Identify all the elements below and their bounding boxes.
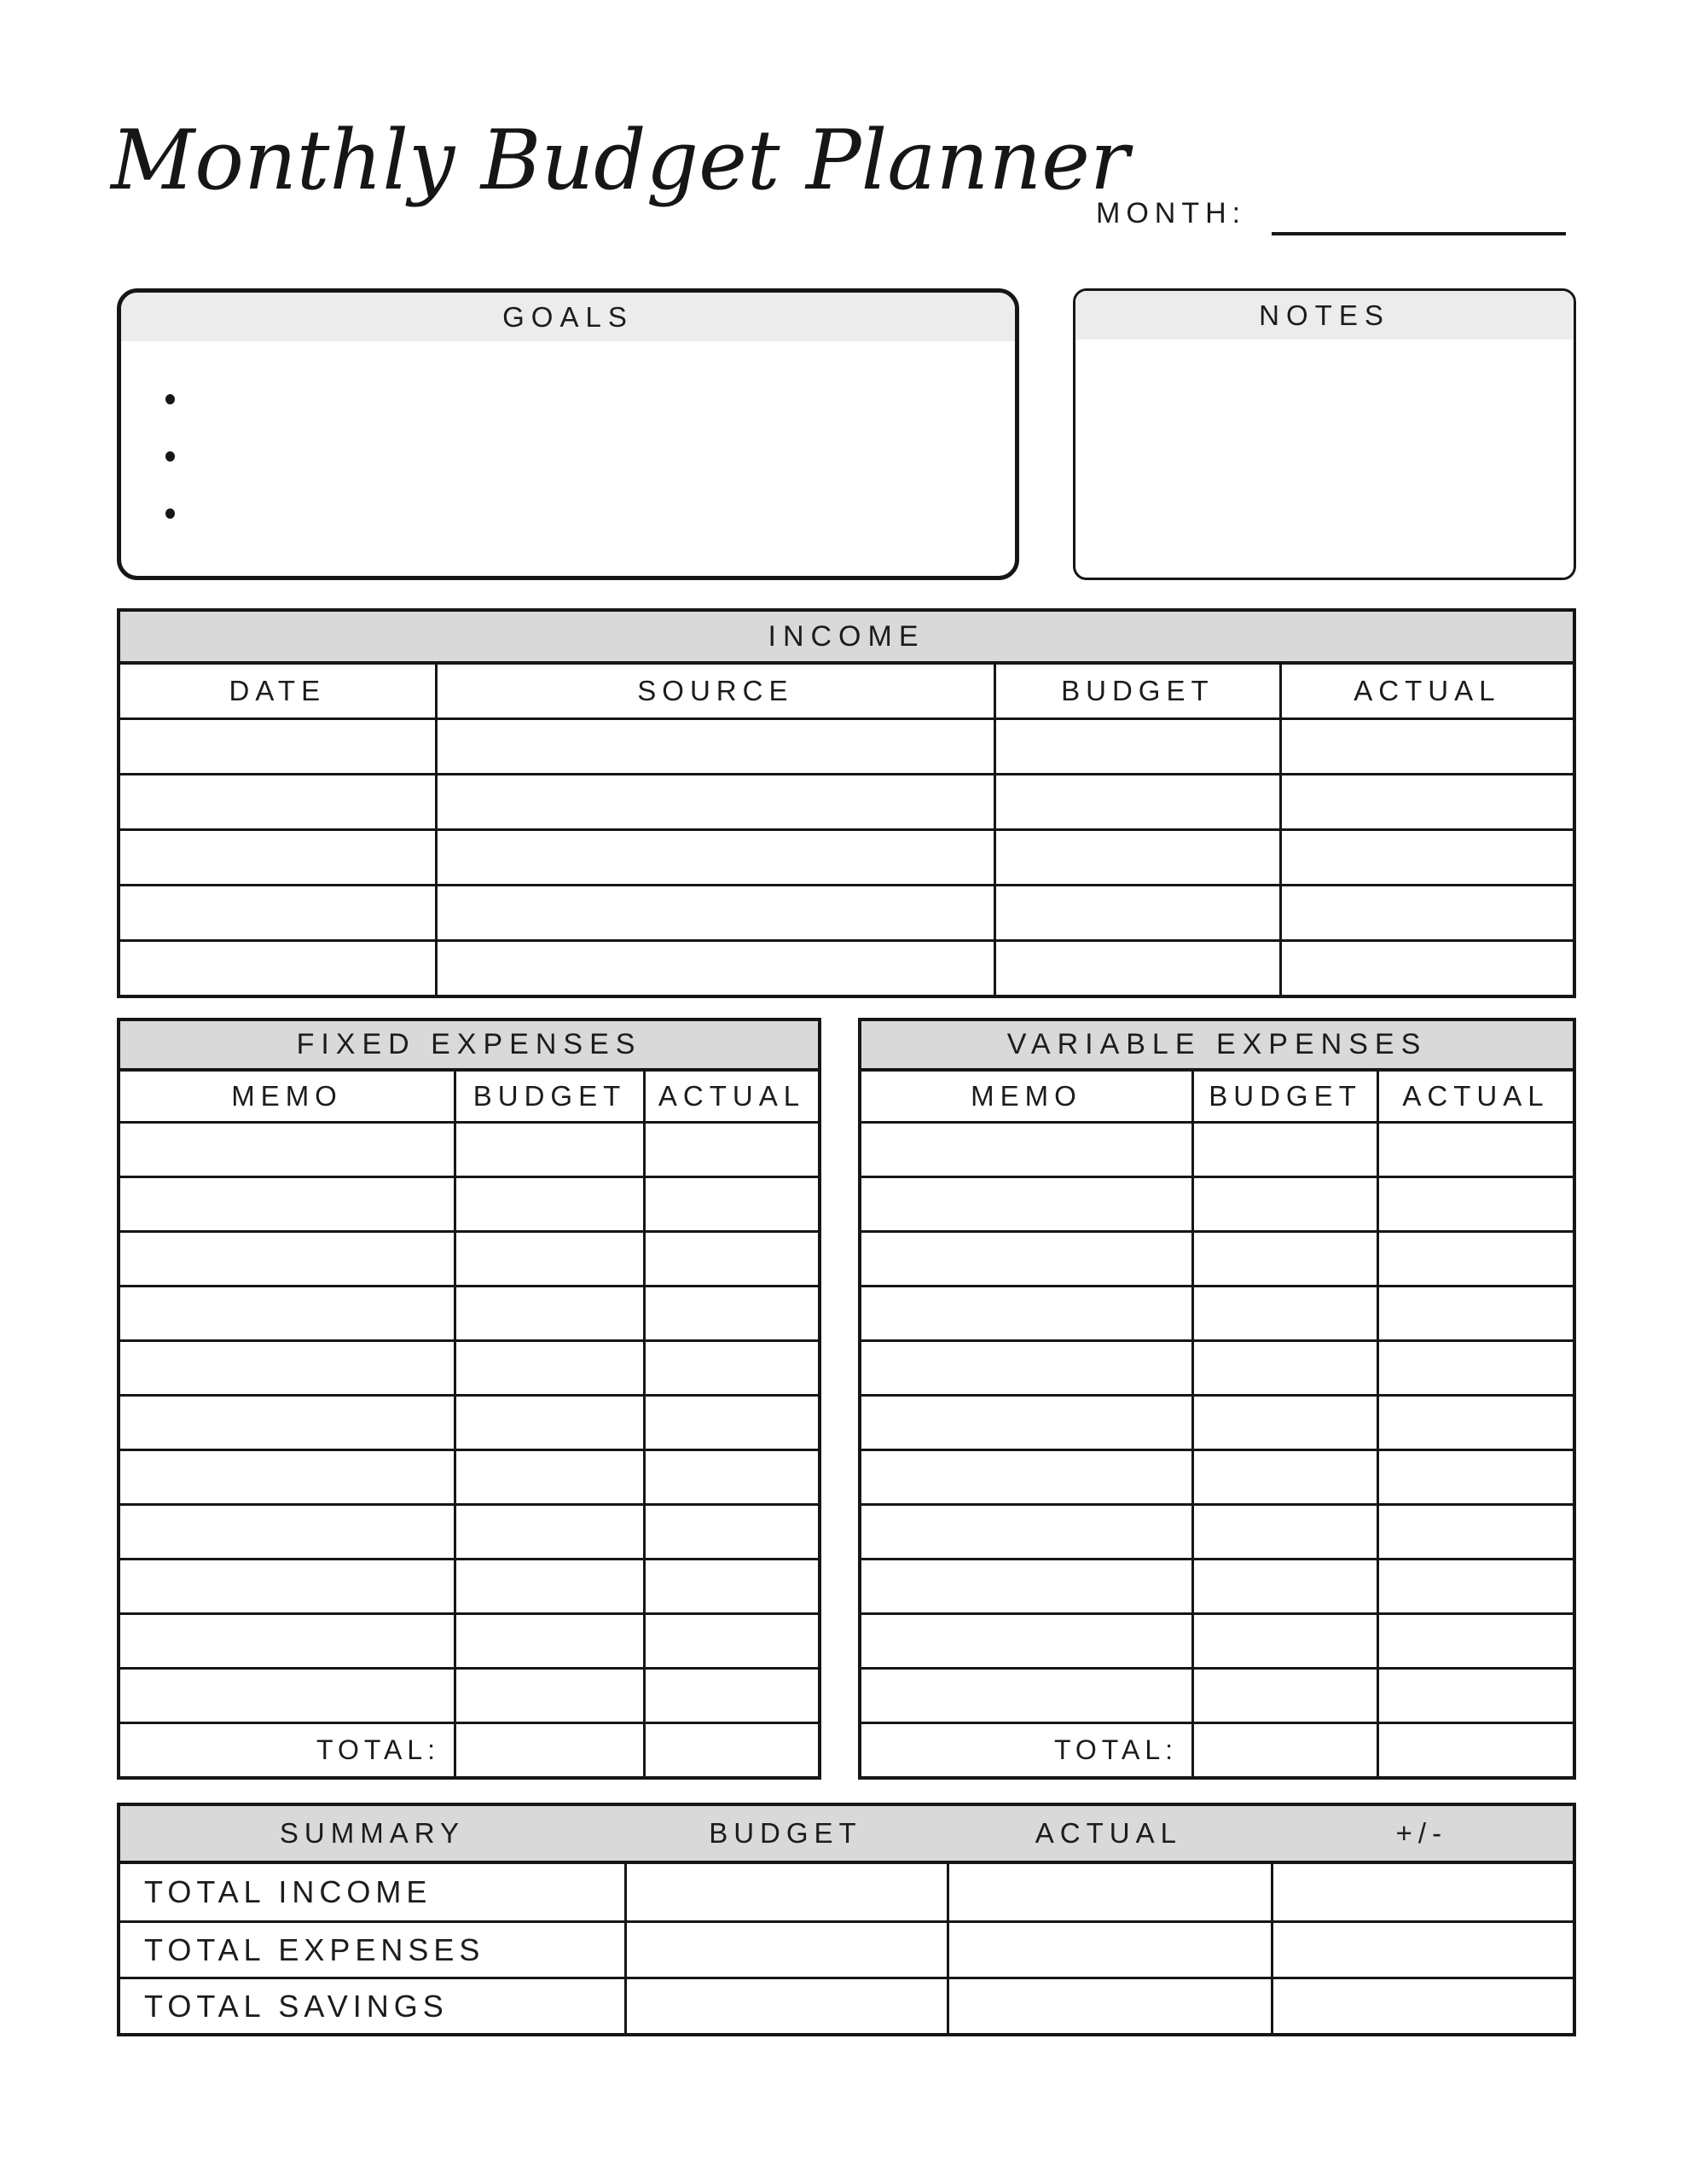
summary-section <box>117 1803 1576 2036</box>
variable-col-memo: MEMO <box>860 1070 1193 1123</box>
variable-cell[interactable] <box>860 1177 1193 1232</box>
summary-cell[interactable] <box>624 1864 947 1920</box>
fixed-expenses-section <box>117 1018 821 1780</box>
income-cell[interactable] <box>436 830 994 886</box>
notes-header: NOTES <box>1075 291 1574 340</box>
income-cell[interactable] <box>1280 941 1574 997</box>
summary-col-plusminus: +/- <box>1395 1817 1448 1849</box>
fixed-expenses-table <box>117 1018 821 1780</box>
income-cell[interactable] <box>119 775 436 830</box>
income-cell[interactable] <box>995 775 1281 830</box>
summary-col-summary: SUMMARY <box>279 1817 465 1849</box>
table-row <box>119 1232 820 1287</box>
fixed-cell[interactable] <box>119 1287 455 1341</box>
table-row <box>119 941 1574 997</box>
table-row <box>860 1669 1574 1723</box>
fixed-cell[interactable] <box>119 1341 455 1396</box>
fixed-cell[interactable] <box>644 1450 820 1505</box>
table-row <box>860 1177 1574 1232</box>
summary-header-row <box>120 1806 1573 1864</box>
fixed-cell[interactable] <box>119 1669 455 1723</box>
fixed-col-budget: BUDGET <box>455 1070 645 1123</box>
fixed-cell[interactable] <box>455 1505 645 1560</box>
fixed-cell[interactable] <box>455 1177 645 1232</box>
summary-row-label: TOTAL INCOME <box>120 1864 624 1920</box>
variable-cell[interactable] <box>1193 1232 1378 1287</box>
income-title: INCOME <box>119 610 1574 663</box>
table-row <box>119 1123 820 1177</box>
income-cell[interactable] <box>119 941 436 997</box>
page-title: Monthly Budget Planner <box>111 113 1129 208</box>
variable-cell[interactable] <box>1378 1287 1574 1341</box>
goals-box <box>117 288 1019 580</box>
fixed-total-label: TOTAL: <box>119 1723 455 1779</box>
variable-cell[interactable] <box>1378 1560 1574 1614</box>
income-cell[interactable] <box>436 941 994 997</box>
variable-total-label: TOTAL: <box>860 1723 1193 1779</box>
fixed-col-memo: MEMO <box>119 1070 455 1123</box>
fixed-col-actual: ACTUAL <box>644 1070 820 1123</box>
summary-cell[interactable] <box>1271 1920 1573 1977</box>
summary-cell[interactable] <box>1271 1864 1573 1920</box>
variable-cell[interactable] <box>1193 1287 1378 1341</box>
variable-col-budget: BUDGET <box>1193 1070 1378 1123</box>
fixed-total-budget-cell[interactable] <box>455 1723 645 1779</box>
fixed-cell[interactable] <box>644 1669 820 1723</box>
summary-col-actual: ACTUAL <box>1035 1817 1182 1849</box>
fixed-cell[interactable] <box>455 1123 645 1177</box>
income-cell[interactable] <box>1280 775 1574 830</box>
fixed-cell[interactable] <box>119 1396 455 1450</box>
variable-cell[interactable] <box>860 1287 1193 1341</box>
table-row <box>119 830 1574 886</box>
variable-cell[interactable] <box>860 1614 1193 1669</box>
notes-box <box>1073 288 1576 580</box>
fixed-cell[interactable] <box>455 1669 645 1723</box>
month-label: MONTH: <box>1096 197 1247 229</box>
table-row <box>119 1614 820 1669</box>
goal-bullet-icon <box>165 394 175 404</box>
table-row <box>119 1396 820 1450</box>
income-cell[interactable] <box>436 775 994 830</box>
summary-row-label: TOTAL SAVINGS <box>120 1977 624 2033</box>
fixed-cell[interactable] <box>644 1505 820 1560</box>
income-cell[interactable] <box>995 719 1281 775</box>
variable-cell[interactable] <box>1378 1450 1574 1505</box>
variable-cell[interactable] <box>1193 1177 1378 1232</box>
fixed-cell[interactable] <box>644 1123 820 1177</box>
income-cell[interactable] <box>1280 830 1574 886</box>
variable-cell[interactable] <box>860 1505 1193 1560</box>
income-cell[interactable] <box>436 719 994 775</box>
variable-cell[interactable] <box>1193 1560 1378 1614</box>
fixed-cell[interactable] <box>644 1177 820 1232</box>
variable-cell[interactable] <box>1193 1341 1378 1396</box>
variable-cell[interactable] <box>860 1341 1193 1396</box>
variable-cell[interactable] <box>860 1232 1193 1287</box>
fixed-cell[interactable] <box>455 1341 645 1396</box>
table-row <box>119 1177 820 1232</box>
fixed-cell[interactable] <box>455 1450 645 1505</box>
table-row <box>119 1341 820 1396</box>
variable-cell[interactable] <box>1378 1232 1574 1287</box>
variable-cell[interactable] <box>1378 1341 1574 1396</box>
fixed-cell[interactable] <box>119 1505 455 1560</box>
table-row <box>119 775 1574 830</box>
table-row <box>860 1396 1574 1450</box>
income-cell[interactable] <box>995 941 1281 997</box>
table-row <box>860 1505 1574 1560</box>
summary-cell[interactable] <box>624 1977 947 2033</box>
fixed-cell[interactable] <box>455 1287 645 1341</box>
summary-cell[interactable] <box>947 1977 1271 2033</box>
variable-cell[interactable] <box>860 1396 1193 1450</box>
table-row <box>119 1560 820 1614</box>
income-cell[interactable] <box>119 830 436 886</box>
variable-cell[interactable] <box>1193 1669 1378 1723</box>
fixed-expenses-title: FIXED EXPENSES <box>119 1019 820 1070</box>
variable-total-budget-cell[interactable] <box>1193 1723 1378 1779</box>
table-row <box>119 1505 820 1560</box>
total-row <box>119 1723 820 1779</box>
fixed-cell[interactable] <box>119 1232 455 1287</box>
fixed-cell[interactable] <box>644 1232 820 1287</box>
fixed-cell[interactable] <box>455 1614 645 1669</box>
variable-cell[interactable] <box>860 1123 1193 1177</box>
variable-cell[interactable] <box>1378 1614 1574 1669</box>
income-cell[interactable] <box>119 719 436 775</box>
month-field <box>1096 193 1566 235</box>
variable-col-actual: ACTUAL <box>1378 1070 1574 1123</box>
fixed-cell[interactable] <box>119 1614 455 1669</box>
total-row <box>860 1723 1574 1779</box>
table-row <box>860 1614 1574 1669</box>
variable-cell[interactable] <box>1193 1450 1378 1505</box>
table-row <box>119 1287 820 1341</box>
summary-cell[interactable] <box>947 1864 1271 1920</box>
table-row <box>119 719 1574 775</box>
variable-cell[interactable] <box>1193 1505 1378 1560</box>
income-cell[interactable] <box>995 886 1281 941</box>
month-input-line[interactable] <box>1272 193 1566 235</box>
table-row <box>860 1232 1574 1287</box>
fixed-total-actual-cell[interactable] <box>644 1723 820 1779</box>
variable-cell[interactable] <box>1193 1396 1378 1450</box>
summary-row-label: TOTAL EXPENSES <box>120 1920 624 1977</box>
fixed-cell[interactable] <box>119 1450 455 1505</box>
fixed-cell[interactable] <box>119 1177 455 1232</box>
fixed-cell[interactable] <box>119 1123 455 1177</box>
table-row <box>119 886 1574 941</box>
table-row <box>860 1560 1574 1614</box>
income-cell[interactable] <box>1280 886 1574 941</box>
variable-cell[interactable] <box>1378 1123 1574 1177</box>
notes-body[interactable] <box>1075 340 1574 578</box>
table-row <box>860 1450 1574 1505</box>
table-row <box>119 1669 820 1723</box>
variable-total-actual-cell[interactable] <box>1378 1723 1574 1779</box>
variable-cell[interactable] <box>1193 1123 1378 1177</box>
fixed-cell[interactable] <box>455 1232 645 1287</box>
table-row <box>860 1123 1574 1177</box>
fixed-cell[interactable] <box>119 1560 455 1614</box>
variable-expenses-section <box>858 1018 1576 1780</box>
goal-bullet-icon <box>165 451 175 462</box>
summary-table <box>120 1864 1573 2033</box>
goal-bullet-icon <box>165 508 175 519</box>
fixed-cell[interactable] <box>644 1396 820 1450</box>
summary-col-budget: BUDGET <box>709 1817 862 1849</box>
income-col-date: DATE <box>119 663 436 719</box>
fixed-cell[interactable] <box>644 1287 820 1341</box>
income-section <box>117 608 1576 998</box>
income-table <box>117 608 1576 998</box>
table-row <box>860 1341 1574 1396</box>
goals-body[interactable] <box>121 341 1015 576</box>
summary-cell[interactable] <box>1271 1977 1573 2033</box>
variable-cell[interactable] <box>1378 1505 1574 1560</box>
goals-header: GOALS <box>121 293 1015 341</box>
variable-expenses-table <box>858 1018 1576 1780</box>
variable-cell[interactable] <box>1378 1396 1574 1450</box>
income-col-actual: ACTUAL <box>1280 663 1574 719</box>
fixed-cell[interactable] <box>455 1560 645 1614</box>
variable-cell[interactable] <box>1193 1614 1378 1669</box>
summary-cell[interactable] <box>624 1920 947 1977</box>
table-row <box>119 1450 820 1505</box>
fixed-cell[interactable] <box>644 1614 820 1669</box>
variable-cell[interactable] <box>860 1669 1193 1723</box>
income-cell[interactable] <box>1280 719 1574 775</box>
fixed-cell[interactable] <box>644 1560 820 1614</box>
fixed-cell[interactable] <box>455 1396 645 1450</box>
summary-cell[interactable] <box>947 1920 1271 1977</box>
variable-expenses-title: VARIABLE EXPENSES <box>860 1019 1574 1070</box>
variable-cell[interactable] <box>860 1450 1193 1505</box>
income-col-source: SOURCE <box>436 663 994 719</box>
variable-cell[interactable] <box>1378 1177 1574 1232</box>
income-col-budget: BUDGET <box>995 663 1281 719</box>
income-cell[interactable] <box>995 830 1281 886</box>
table-row <box>860 1287 1574 1341</box>
income-cell[interactable] <box>119 886 436 941</box>
fixed-cell[interactable] <box>644 1341 820 1396</box>
variable-cell[interactable] <box>860 1560 1193 1614</box>
variable-cell[interactable] <box>1378 1669 1574 1723</box>
income-cell[interactable] <box>436 886 994 941</box>
